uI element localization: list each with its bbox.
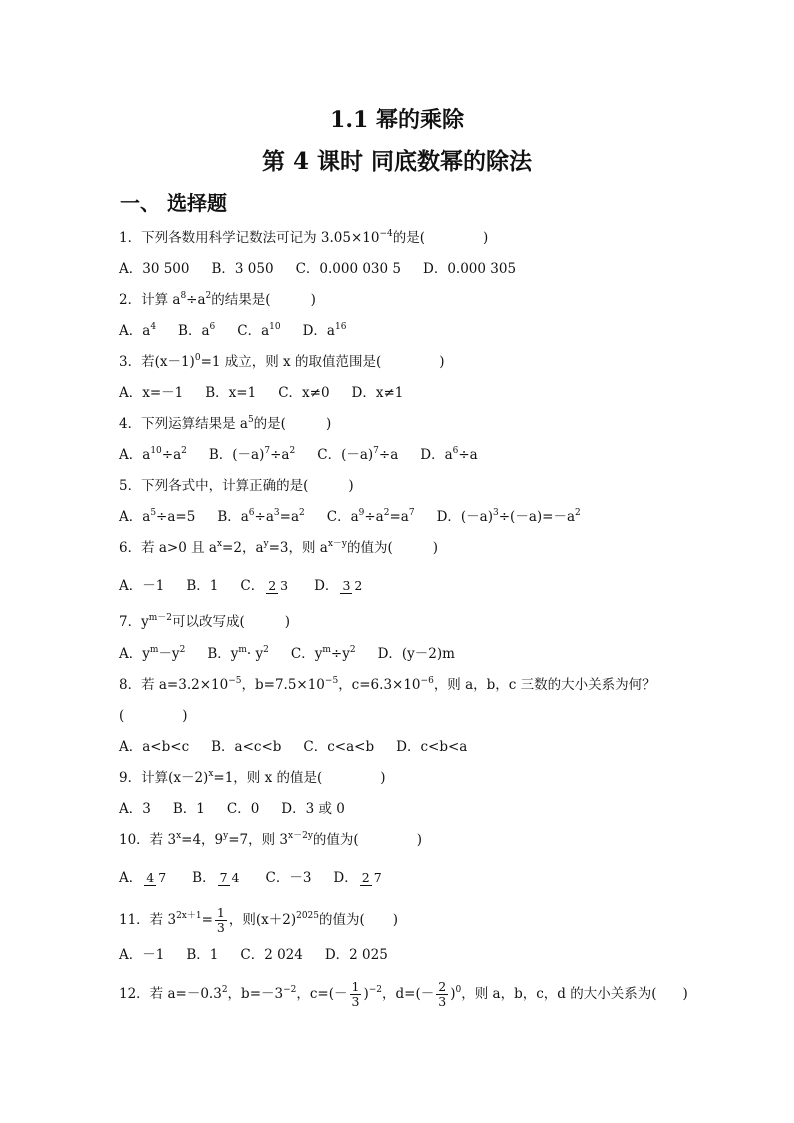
question-11-options [119, 945, 410, 965]
fraction: 7 4 [219, 870, 240, 885]
question-5: 5．下列各式中，计算正确的是( ) [119, 478, 354, 494]
question-2: 2．计算 $a^8\div a^2$的结果是( ) [119, 291, 316, 308]
option-a: A．x=－1 [119, 385, 184, 401]
section-heading: 一、 选择题 [120, 191, 227, 215]
question-4-options [119, 445, 500, 465]
option-d: D．3 或 0 [281, 801, 345, 817]
option-d: D．(y－2)m [377, 646, 455, 662]
fraction: $\frac{1}{3}$ [216, 905, 225, 935]
option-b: B．1 [186, 947, 219, 963]
option-b: B．$a^6$ [178, 322, 216, 339]
option-a: A．3 [119, 801, 151, 817]
fraction: $\frac{1}{3}$ [351, 979, 360, 1009]
option-c: C． 2 3 [240, 578, 289, 594]
option-c: C．x≠0 [278, 385, 330, 401]
option-d: D．$(-a)^3\div(-a)=-a^2$ [436, 508, 581, 525]
fraction: 2 7 [361, 870, 382, 885]
option-c: C．0 [226, 801, 260, 817]
question-9-options [119, 799, 367, 819]
question-2-options [119, 321, 368, 341]
question-9: 9．计算$(x-2)^x=1$，则 x 的值是( ) [119, 769, 386, 786]
option-d: D．0.000 305 [423, 261, 517, 277]
option-a: A．$a^{10}\div a^2$ [119, 446, 187, 463]
option-b: B． 7 4 [192, 870, 240, 886]
option-b: B．1 [186, 578, 219, 594]
question-1: 1．下列各数用科学记数法可记为 $3.05\times 10^{-4}$的是( ) [119, 229, 489, 246]
option-c: C．c<a<b [303, 739, 375, 755]
option-c: C．0.000 030 5 [295, 261, 401, 277]
option-b: B．$y^m\cdot y^2$ [207, 645, 269, 662]
page-title: 1.1 幂的乘除 [330, 107, 464, 133]
question-6: 6．若 a>0 且 $a^x=2$，$a^y=3$，则 $a^{x-y}$的值为( ) [119, 539, 439, 556]
option-d: D． 2 7 [333, 870, 382, 886]
option-c: C．$a^9\div a^2=a^7$ [326, 508, 415, 525]
fraction: $\frac{2}{3}$ [438, 979, 447, 1009]
question-6-options [119, 570, 388, 602]
fraction: 4 7 [146, 870, 167, 885]
option-d: D．x≠1 [351, 385, 404, 401]
option-b: B．3 050 [211, 261, 274, 277]
option-a: A．－1 [119, 947, 165, 963]
fraction: 2 3 [268, 578, 289, 593]
option-b: B．$a^6\div a^3=a^2$ [217, 508, 305, 525]
option-a: A．$y^m-y^2$ [119, 645, 186, 662]
option-c: C．$y^m\div y^2$ [290, 645, 356, 662]
option-c: C．－3 [265, 870, 312, 886]
fraction: 3 2 [342, 578, 363, 593]
question-7-options [119, 644, 477, 664]
question-11: 11．若 $3^{2x+1}=$ $\frac{1}{3}$ ，则$(x+2)^{2025}$的值为( ) [119, 905, 399, 935]
question-10-options [119, 862, 408, 894]
question-7: 7．$y^{m-2}$可以改写成( ) [119, 613, 291, 630]
question-4: 4．下列运算结果是 $a^5$的是( ) [119, 415, 332, 432]
question-8-answer-blank: ( ) [119, 708, 188, 724]
question-12: 12．若 $a=-0.3^2$，$b=-3^{-2}$，c=(－ $\frac{1}{3}$ )$^{-2}$，d=(－ $\frac{2}{3}$ )$^0$，则 a，b，c，d 的大小关系为( ) [119, 979, 688, 1009]
question-3-options [119, 383, 425, 403]
option-a: A．$a^5\div a=5$ [119, 508, 196, 525]
question-3: 3．若$(x-1)^0=1$ 成立，则 x 的取值范围是( ) [119, 353, 445, 370]
page-subtitle: 第 4 课时 同底数幂的除法 [261, 148, 533, 175]
option-b: B．x=1 [205, 385, 257, 401]
option-a: A．$a^4$ [119, 322, 157, 339]
option-d: D．c<b<a [396, 739, 468, 755]
question-1-options [119, 259, 538, 279]
option-d: D． 3 2 [314, 578, 363, 594]
option-a: A． 4 7 [119, 870, 167, 886]
question-8-options [119, 737, 489, 757]
question-5-options [119, 507, 603, 527]
option-b: B．$(-a)^7\div a^2$ [208, 446, 296, 463]
option-a: A．30 500 [119, 261, 190, 277]
question-8: 8．若 $a=3.2\times 10^{-5}$，$b=7.5\times 10^{-5}$，$c=6.3\times 10^{-6}$，则 a，b，c 三数的大小关系为何？ [119, 676, 656, 693]
option-d: D．2 025 [324, 947, 388, 963]
option-b: B．1 [172, 801, 205, 817]
option-d: D．$a^{16}$ [302, 322, 347, 339]
question-10: 10．若 $3^x=4$，$9^y=7$，则 $3^{x-2y}$的值为( ) [119, 831, 422, 848]
option-d: D．$a^6\div a$ [420, 446, 478, 463]
option-a: A．－1 [119, 578, 165, 594]
option-b: B．a<c<b [211, 739, 282, 755]
option-c: C．$(-a)^7\div a$ [317, 446, 399, 463]
option-c: C．2 024 [240, 947, 303, 963]
option-c: C．$a^{10}$ [237, 322, 281, 339]
option-a: A．a<b<c [119, 739, 190, 755]
